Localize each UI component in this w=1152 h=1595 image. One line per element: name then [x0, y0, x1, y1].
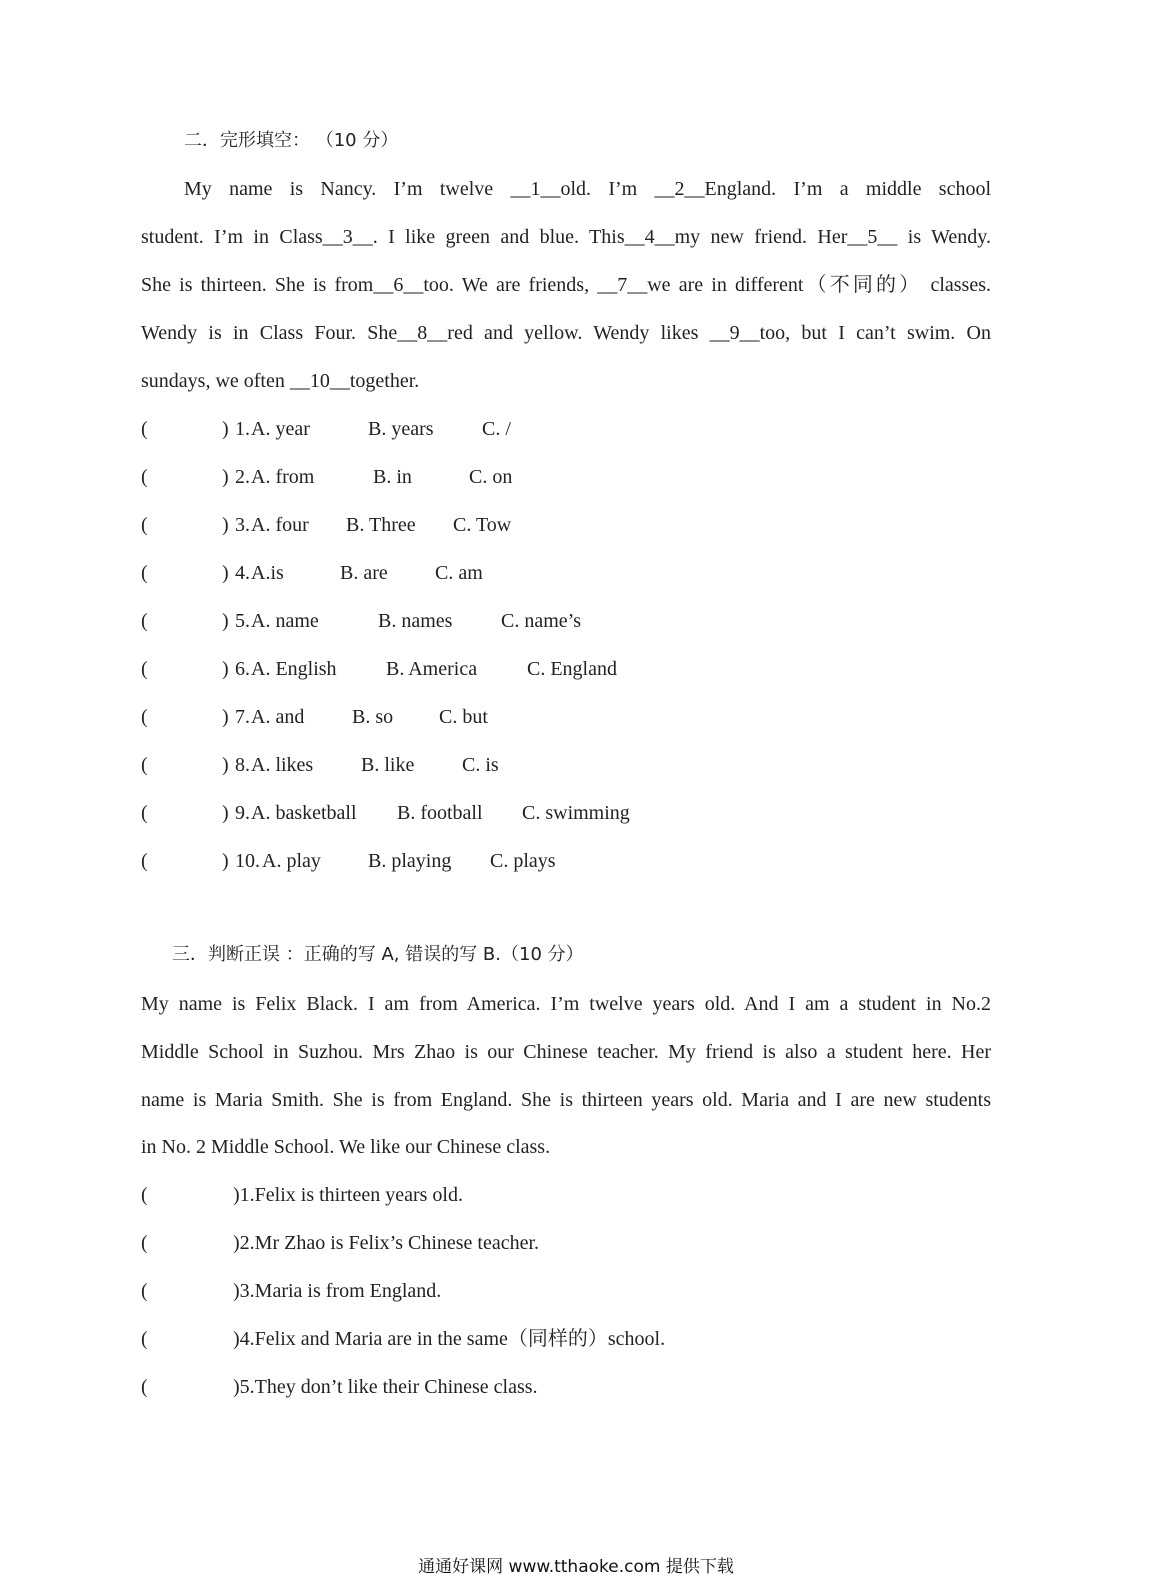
statement-text: )2.Mr Zhao is Felix’s Chinese teacher.: [233, 1232, 540, 1254]
answer-blank-close: ): [222, 706, 229, 728]
question-number: 7.: [235, 706, 250, 728]
section-2-heading: 二．完形填空： （10 分）: [184, 130, 399, 151]
answer-blank-close: ): [222, 466, 229, 488]
option-c: C. swimming: [522, 802, 630, 824]
question-number: 8.: [235, 754, 250, 776]
option-c: C. /: [482, 418, 511, 440]
option-b: B. years: [368, 418, 434, 440]
section-3-heading: 三．判断正误 ：正确的写 A, 错误的写 B.（10 分）: [172, 944, 584, 965]
question-number: 4.: [235, 562, 250, 584]
answer-blank-open[interactable]: (: [141, 754, 148, 776]
answer-blank-open[interactable]: (: [141, 562, 148, 584]
option-b: B. in: [373, 466, 412, 488]
answer-blank-open[interactable]: (: [141, 850, 148, 872]
option-c: C. name’s: [501, 610, 581, 632]
option-a: A. likes: [251, 754, 314, 776]
question-number: 10.: [235, 850, 260, 872]
answer-blank-close: ): [222, 514, 229, 536]
statement-text: )4.Felix and Maria are in the same（同样的）school.: [233, 1328, 666, 1350]
answer-blank-open[interactable]: (: [141, 466, 148, 488]
answer-blank-close: ): [222, 754, 229, 776]
option-c: C. plays: [490, 850, 556, 872]
question-number: 9.: [235, 802, 250, 824]
option-a: A. and: [251, 706, 305, 728]
answer-blank-open[interactable]: (: [141, 658, 148, 680]
answer-blank-open[interactable]: (: [141, 1376, 148, 1398]
statement-text: )1.Felix is thirteen years old.: [233, 1184, 463, 1206]
answer-blank-open[interactable]: (: [141, 1280, 148, 1302]
option-b: B. like: [361, 754, 415, 776]
answer-blank-close: ): [222, 850, 229, 872]
option-c: C. on: [469, 466, 513, 488]
passage-line: Wendy is in Class Four. She__8__red and yellow. Wendy likes __9__too, but I can’t swim. On: [141, 322, 991, 344]
option-b: B. America: [386, 658, 478, 680]
answer-blank-open[interactable]: (: [141, 706, 148, 728]
question-number: 6.: [235, 658, 250, 680]
option-a: A.is: [251, 562, 284, 584]
option-b: B. are: [340, 562, 388, 584]
option-b: B. Three: [346, 514, 416, 536]
passage-line: My name is Felix Black. I am from America. I’m twelve years old. And I am a student in No.2: [141, 993, 991, 1015]
option-a: A. four: [251, 514, 309, 536]
option-c: C. am: [435, 562, 483, 584]
passage-line: student. I’m in Class__3__. I like green and blue. This__4__my new friend. Her__5__ is Wendy.: [141, 226, 991, 248]
statement-text: )3.Maria is from England.: [233, 1280, 442, 1302]
passage-line: Middle School in Suzhou. Mrs Zhao is our Chinese teacher. My friend is also a student here. Her: [141, 1041, 991, 1063]
option-c: C. but: [439, 706, 488, 728]
question-number: 2.: [235, 466, 250, 488]
answer-blank-open[interactable]: (: [141, 418, 148, 440]
option-a: A. name: [251, 610, 319, 632]
passage-line: She is thirteen. She is from__6__too. We are friends, __7__we are in different（不同的） classes.: [141, 274, 991, 296]
option-b: B. names: [378, 610, 453, 632]
option-c: C. England: [527, 658, 617, 680]
option-b: B. football: [397, 802, 483, 824]
answer-blank-close: ): [222, 802, 229, 824]
option-a: A. from: [251, 466, 315, 488]
question-number: 1.: [235, 418, 250, 440]
answer-blank-open[interactable]: (: [141, 514, 148, 536]
page-footer: 通通好课网 www.tthaoke.com 提供下载: [418, 1557, 734, 1577]
option-a: A. basketball: [251, 802, 357, 824]
question-number: 5.: [235, 610, 250, 632]
answer-blank-close: ): [222, 610, 229, 632]
answer-blank-open[interactable]: (: [141, 610, 148, 632]
option-c: C. is: [462, 754, 499, 776]
option-b: B. playing: [368, 850, 452, 872]
passage-line: My name is Nancy. I’m twelve __1__old. I’m __2__England. I’m a middle school: [184, 178, 991, 200]
option-a: A. English: [251, 658, 337, 680]
question-number: 3.: [235, 514, 250, 536]
option-a: A. year: [251, 418, 310, 440]
answer-blank-open[interactable]: (: [141, 1184, 148, 1206]
answer-blank-close: ): [222, 562, 229, 584]
answer-blank-open[interactable]: (: [141, 1232, 148, 1254]
answer-blank-open[interactable]: (: [141, 1328, 148, 1350]
answer-blank-close: ): [222, 418, 229, 440]
answer-blank-close: ): [222, 658, 229, 680]
passage-line: sundays, we often __10__together.: [141, 370, 420, 392]
option-c: C. Tow: [453, 514, 512, 536]
option-a: A. play: [262, 850, 321, 872]
statement-text: )5.They don’t like their Chinese class.: [233, 1376, 538, 1398]
option-b: B. so: [352, 706, 394, 728]
passage-line: in No. 2 Middle School. We like our Chinese class.: [141, 1136, 551, 1158]
answer-blank-open[interactable]: (: [141, 802, 148, 824]
passage-line: name is Maria Smith. She is from England. She is thirteen years old. Maria and I are new students: [141, 1089, 991, 1111]
